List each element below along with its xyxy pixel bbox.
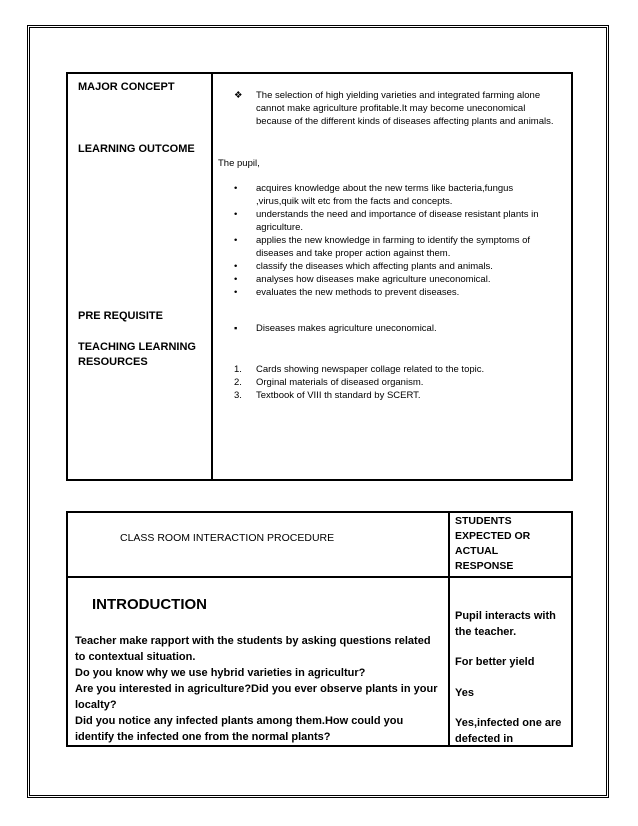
major-concept-line: because of the different kinds of diseases affecting plants and animals. [256, 116, 554, 127]
outcome-intro: The pupil, [218, 158, 260, 169]
teaching-resources-label: TEACHING LEARNING RESOURCES [78, 341, 196, 368]
procedure-line: identify the infected one from the normal plants? [75, 731, 331, 743]
outcome-line: agriculture. [256, 222, 303, 233]
bullet-icon: • [234, 287, 238, 298]
response-header-line: RESPONSE [455, 560, 514, 572]
outcome-line: understands the need and importance of disease resistant plants in [256, 209, 539, 220]
outcome-line: ,virus,quik wilt etc from the facts and concepts. [256, 196, 453, 207]
outcome-item [234, 182, 513, 208]
response-header [455, 514, 530, 574]
response-line: Pupil interacts with [455, 610, 556, 622]
interaction-table [66, 511, 573, 747]
resource-item: 2. Orginal materials of diseased organism. [234, 377, 424, 388]
response-header-line: STUDENTS [455, 515, 512, 527]
outcome-line: applies the new knowledge in farming to identify the symptoms of [256, 235, 531, 246]
bullet-icon: • [234, 235, 238, 246]
outcome-item [234, 234, 530, 260]
major-concept-item [234, 89, 554, 128]
column-divider [448, 513, 450, 745]
outcome-line: analyses how diseases make agriculture uneconomical. [256, 274, 491, 285]
lesson-plan-table [66, 72, 573, 481]
pre-requisite-label: PRE REQUISITE [78, 310, 163, 322]
outcome-line: classify the diseases which affecting plants and animals. [256, 261, 493, 272]
bullet-icon: • [234, 274, 238, 285]
response-header-line: EXPECTED OR [455, 530, 531, 542]
square-bullet-icon: ▪ [234, 323, 238, 334]
resource-text: Textbook of VIII th standard by SCERT. [256, 390, 421, 401]
procedure-line: Are you interested in agriculture?Did you ever observe plants in your [75, 683, 438, 695]
outcome-item [234, 273, 490, 286]
pre-requisite-item [234, 322, 437, 335]
resource-item: 1. Cards showing newspaper collage related to the topic. [234, 364, 485, 375]
bullet-icon: • [234, 209, 238, 220]
procedure-line: localty? [75, 699, 117, 711]
response-line: Yes [455, 687, 474, 699]
outcome-item [234, 260, 493, 273]
major-concept-line: cannot make agriculture profitable.It may become uneconomical [256, 103, 526, 114]
outcome-item [234, 208, 539, 234]
procedure-line: Did you notice any infected plants among them.How could you [75, 715, 404, 727]
major-concept-line: The selection of high yielding varieties and integrated farming alone [256, 90, 541, 101]
outcome-item [234, 286, 459, 299]
resource-text: Orginal materials of diseased organism. [256, 377, 424, 388]
response-line: Yes,infected one are [455, 717, 562, 729]
bullet-icon: • [234, 261, 238, 272]
diamond-bullet-icon: ❖ [234, 90, 243, 101]
bullet-icon: • [234, 183, 238, 194]
major-concept-label: MAJOR CONCEPT [78, 81, 175, 93]
learning-outcome-label: LEARNING OUTCOME [78, 143, 195, 155]
resource-item: 3. Textbook of VIII th standard by SCERT. [234, 390, 421, 401]
procedure-line: to contextual situation. [75, 651, 196, 663]
resource-text: Cards showing newspaper collage related to the topic. [256, 364, 485, 375]
response-line: For better yield [455, 656, 535, 668]
procedure-line: Teacher make rapport with the students by asking questions related [75, 635, 431, 647]
outcome-line: acquires knowledge about the new terms like bacteria,fungus [256, 183, 514, 194]
outcome-line: diseases and take proper action against them. [256, 248, 451, 259]
outcome-line: evaluates the new methods to prevent diseases. [256, 287, 460, 298]
response-line: defected in [455, 733, 514, 745]
row-divider [68, 576, 571, 578]
procedure-header: CLASS ROOM INTERACTION PROCEDURE [120, 532, 335, 544]
pre-requisite-text: Diseases makes agriculture uneconomical. [256, 323, 437, 334]
procedure-body [75, 633, 437, 745]
procedure-line: Do you know why we use hybrid varieties in agricultur? [75, 667, 366, 679]
response-header-line: ACTUAL [455, 545, 499, 557]
response-line: the teacher. [455, 626, 517, 638]
column-divider [211, 74, 213, 479]
introduction-heading: INTRODUCTION [92, 596, 207, 613]
